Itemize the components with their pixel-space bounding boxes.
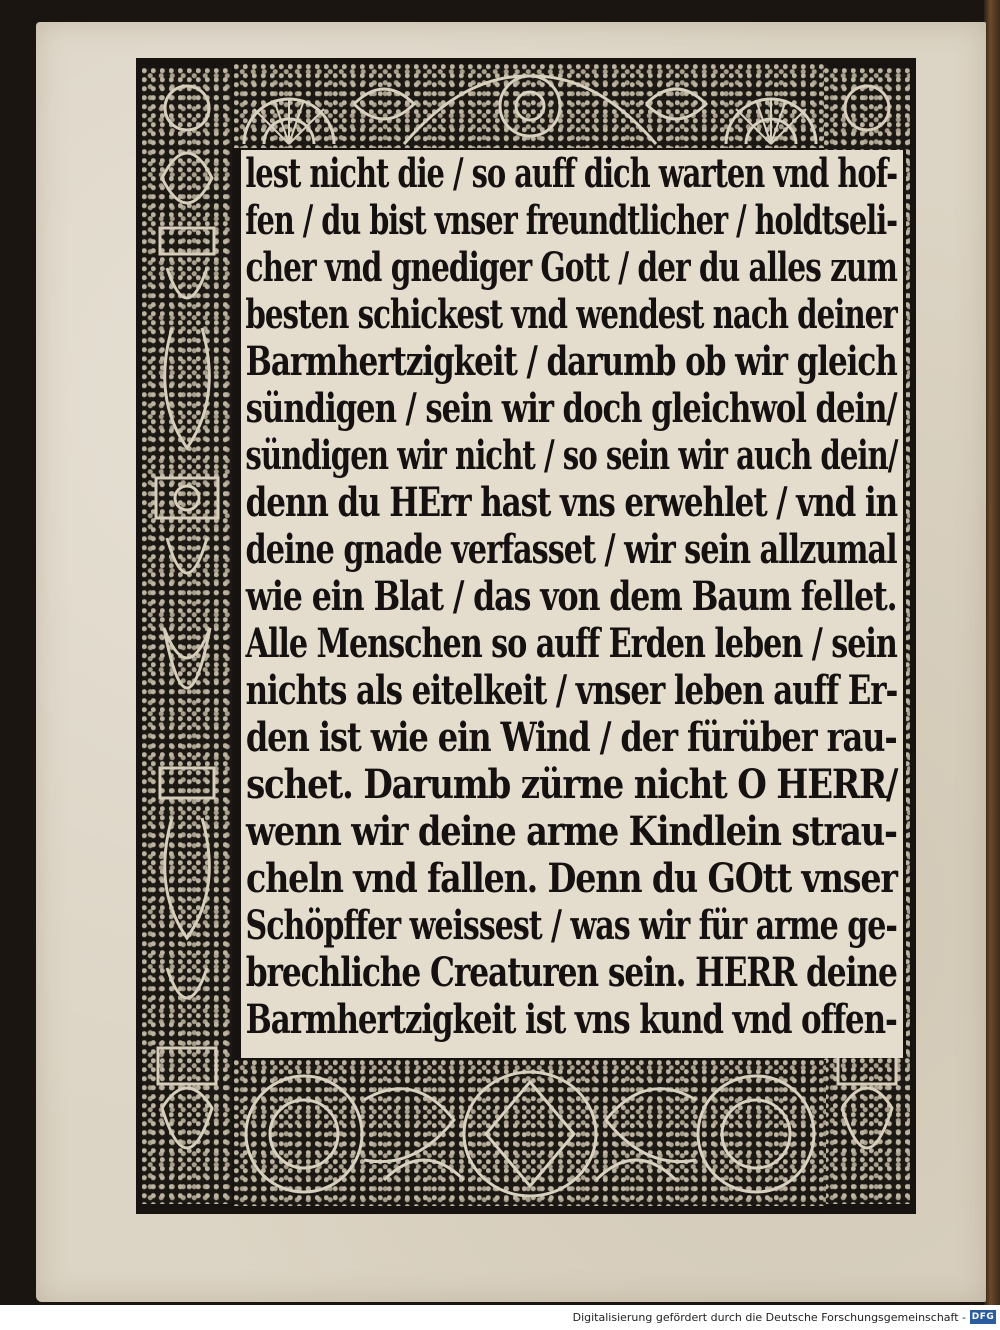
text-line bbox=[241, 714, 909, 762]
line-text: deine gnade verfasset / wir sein allzumal bbox=[245, 526, 897, 573]
line-text: lest nicht die / so auff dich warten vnd hof- bbox=[245, 150, 898, 197]
line-text: wenn wir deine arme Kindlein strau- bbox=[246, 808, 897, 855]
text-line bbox=[241, 197, 909, 245]
text-line bbox=[241, 855, 909, 903]
text-line bbox=[241, 291, 909, 339]
text-line bbox=[241, 902, 909, 950]
line-text: besten schickest vnd wendest nach deiner bbox=[245, 291, 897, 338]
line-text: sündigen wir nicht / so sein wir auch dein/ bbox=[245, 432, 898, 479]
line-text: Schöpffer weissest / was wir für arme ge- bbox=[245, 902, 897, 949]
text-line bbox=[241, 479, 909, 527]
text-line bbox=[241, 150, 909, 198]
line-text: nichts als eitelkeit / vnser leben auff Er- bbox=[245, 667, 898, 714]
text-line bbox=[241, 385, 909, 433]
line-text: schet. Darumb zürne nicht O HERR/ bbox=[246, 761, 898, 808]
line-text: cher vnd gnediger Gott / der du alles zum bbox=[245, 244, 897, 291]
line-text: den ist wie ein Wind / der fürüber rau- bbox=[245, 714, 897, 761]
bottom-ornament bbox=[234, 1060, 826, 1206]
text-block bbox=[238, 150, 906, 1058]
left-column-ornament bbox=[142, 68, 232, 1204]
text-line bbox=[241, 620, 909, 668]
text-line bbox=[241, 761, 909, 809]
text-line bbox=[241, 808, 909, 856]
text-line bbox=[241, 667, 909, 715]
text-line bbox=[241, 573, 909, 621]
text-line bbox=[241, 949, 909, 997]
line-text: wie ein Blat / das von dem Baum fellet. bbox=[245, 573, 897, 620]
line-text: denn du HErr hast vns erwehlet / vnd in bbox=[245, 479, 898, 526]
line-text: sündigen / sein wir doch gleichwol dein/ bbox=[245, 385, 897, 432]
line-text: Alle Menschen so auff Erden leben / sein bbox=[245, 620, 897, 667]
line-text: fen / du bist vnser freundtlicher / holdtseli- bbox=[245, 197, 898, 244]
top-ornament bbox=[234, 64, 826, 148]
line-text: Barmhertzigkeit ist vns kund vnd offen- bbox=[245, 996, 897, 1043]
line-text: Barmhertzigkeit / darumb ob wir gleich bbox=[245, 338, 897, 385]
text-line bbox=[241, 996, 909, 1044]
line-text: brechliche Creaturen sein. HERR deine bbox=[245, 949, 897, 996]
text-line bbox=[241, 338, 909, 386]
dfg-logo: DFG bbox=[971, 1312, 995, 1322]
line-text: cheln vnd fallen. Denn du GOtt vnser bbox=[245, 855, 897, 902]
funding-credit: Digitalisierung gefördert durch die Deutsche Forschungsgemeinschaft - bbox=[572, 1311, 966, 1324]
footer-bar bbox=[0, 1305, 1000, 1330]
text-line bbox=[241, 244, 909, 292]
text-line bbox=[241, 526, 909, 574]
text-line bbox=[241, 432, 909, 480]
